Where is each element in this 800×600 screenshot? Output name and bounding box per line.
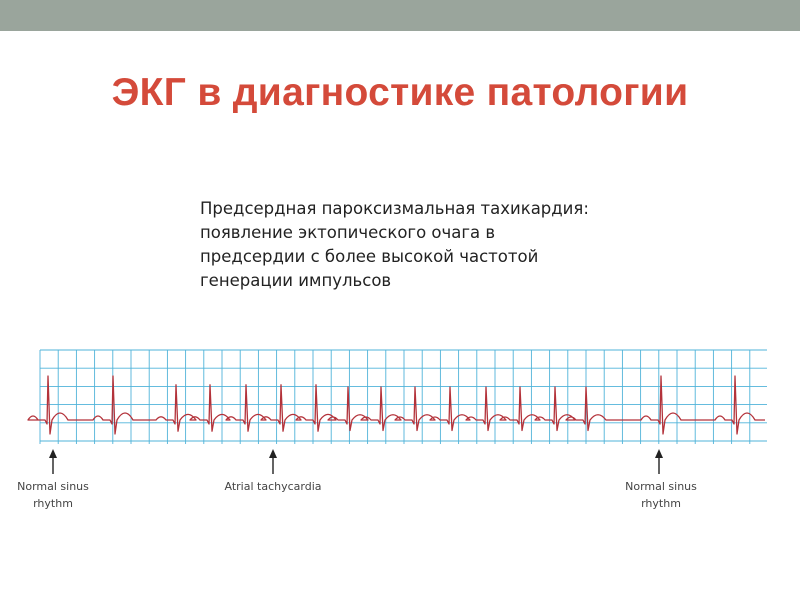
description-line: предсердии с более высокой частотой (200, 247, 539, 266)
label-normal-sinus-left: Normal sinus (17, 480, 89, 493)
description-line: генерации импульсов (200, 271, 392, 290)
label-atrial-tachycardia: Atrial tachycardia (224, 480, 322, 493)
description-line: появление эктопического очага в (200, 223, 496, 242)
label-normal-sinus-left-2: rhythm (33, 497, 73, 510)
ecg-figure (0, 340, 800, 520)
top-bar (0, 0, 800, 31)
slide-description (200, 197, 680, 293)
label-normal-sinus-right-2: rhythm (641, 497, 681, 510)
description-line: Предсердная пароксизмальная тахикардия: (200, 199, 589, 218)
ecg-grid (40, 350, 767, 444)
slide-title: ЭКГ в диагностике патологии (111, 71, 689, 114)
arrow-normal-sinus-right (655, 449, 663, 474)
arrow-atrial-tachycardia (269, 449, 277, 474)
label-normal-sinus-right: Normal sinus (625, 480, 697, 493)
arrow-normal-sinus-left (49, 449, 57, 474)
